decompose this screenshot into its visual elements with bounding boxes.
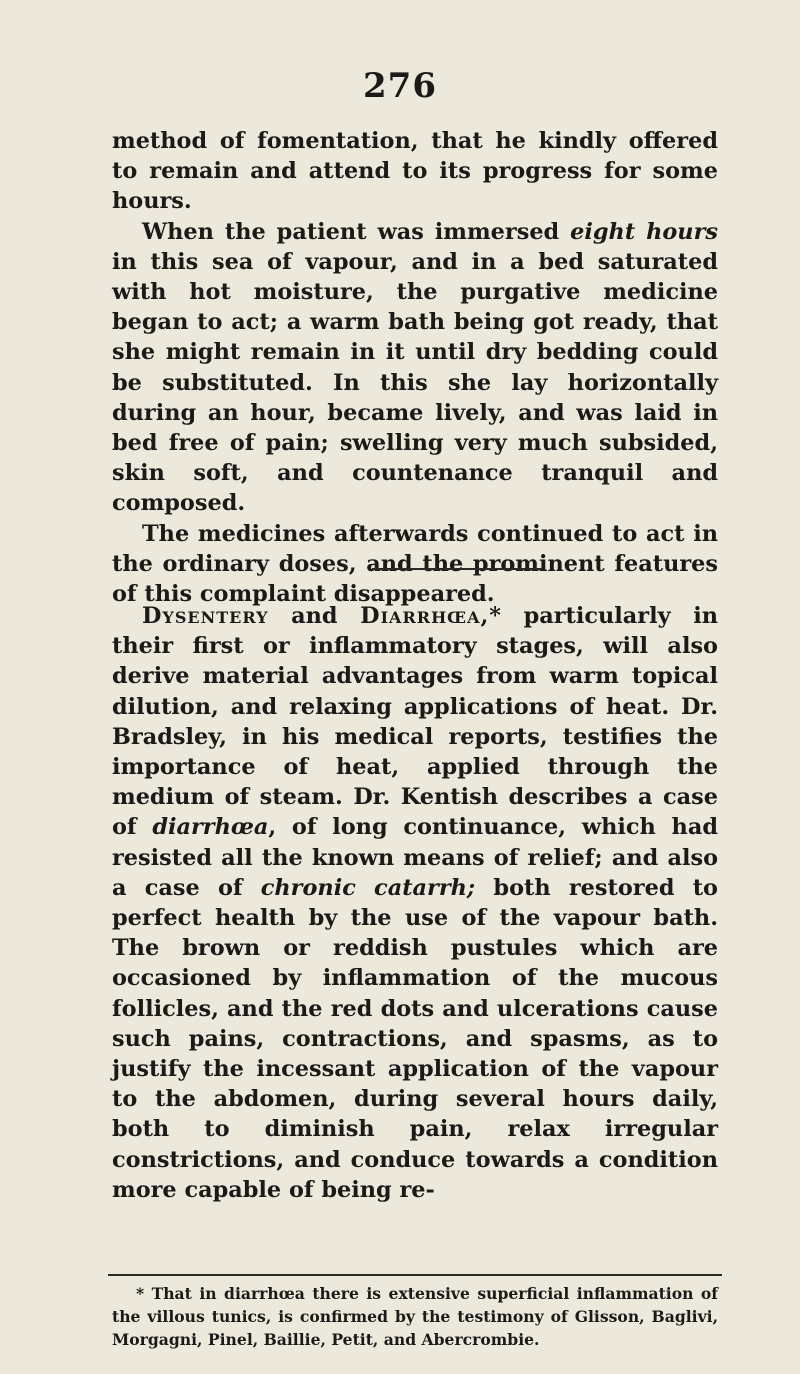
paragraph-dysentery xyxy=(112,601,718,1205)
footnote-divider xyxy=(108,1274,722,1276)
dysentery-text-3: both restored to perfect health by the use of the vapour bath. The brown or reddish pustules which are occasioned by inflammation of the mucous follicles, and the red dots and ulcerations cause such pains, contractions, and spasms, as to justify the incessant application of the vapour to the abdomen, during several hours daily, both to diminish pain, relax irregular constrictions, and conduce towards a condition more capable of being re- xyxy=(112,874,718,1203)
page-number: 276 xyxy=(363,66,437,106)
paragraph-immersion-start: When the patient was immersed xyxy=(142,218,571,245)
footnote-text: That in diarrhœa there is extensive superficial inflammation of the villous tunics, is confirmed by the testimony of Glisson, Baglivi, Morgagni, Pinel, Baillie, Petit, and Abercrombie. xyxy=(112,1284,718,1349)
emphasis-chronic-catarrh: chronic catarrh; xyxy=(260,874,476,901)
dysentery-text-2: , of long continuance, which had resisted all the known means of relief; and also a case of xyxy=(112,814,718,901)
heading-diarrhoea: Diarrhœa, xyxy=(360,603,490,629)
dysentery-text-1: particularly in their first or inflammatory stages, will also derive material advantages from warm topical dilution, and relaxing applications of heat. Dr. Bradsley, in his medical reports, testifies the importance of heat, applied through the medium of steam. Dr. Kentish describes a case of xyxy=(112,603,718,841)
text-block-upper xyxy=(112,126,718,609)
emphasis-diarrhoea: diarrhœa xyxy=(152,814,269,841)
paragraph-continuation: method of fomentation, that he kindly offered to remain and attend to its progress for some hours. xyxy=(112,128,718,215)
heading-dysentery: Dysentery xyxy=(142,603,269,629)
paragraph-immersion xyxy=(112,217,718,519)
footnote-paragraph xyxy=(112,1282,718,1351)
text-block-dysentery xyxy=(112,601,718,1205)
emphasis-eight-hours: eight hours xyxy=(570,218,718,245)
paragraph-immersion-rest: in this sea of vapour, and in a bed saturated with hot moisture, the purgative medicine began to act; a warm bath being got ready, that she might remain in it until dry bedding could be substituted. In this she lay horizontally during an hour, became lively, and was laid in bed free of pain; swelling very much subsided, skin soft, and countenance tranquil and composed. xyxy=(112,248,718,517)
footnote xyxy=(112,1282,718,1351)
paragraph-medicines: The medicines afterwards continued to act in the ordinary doses, and the prominent features of this complaint disappeared. xyxy=(112,520,718,608)
footnote-reference: * xyxy=(489,603,501,629)
section-divider xyxy=(372,568,543,570)
heading-conjunction: and xyxy=(268,603,361,629)
footnote-marker: * xyxy=(136,1284,145,1303)
